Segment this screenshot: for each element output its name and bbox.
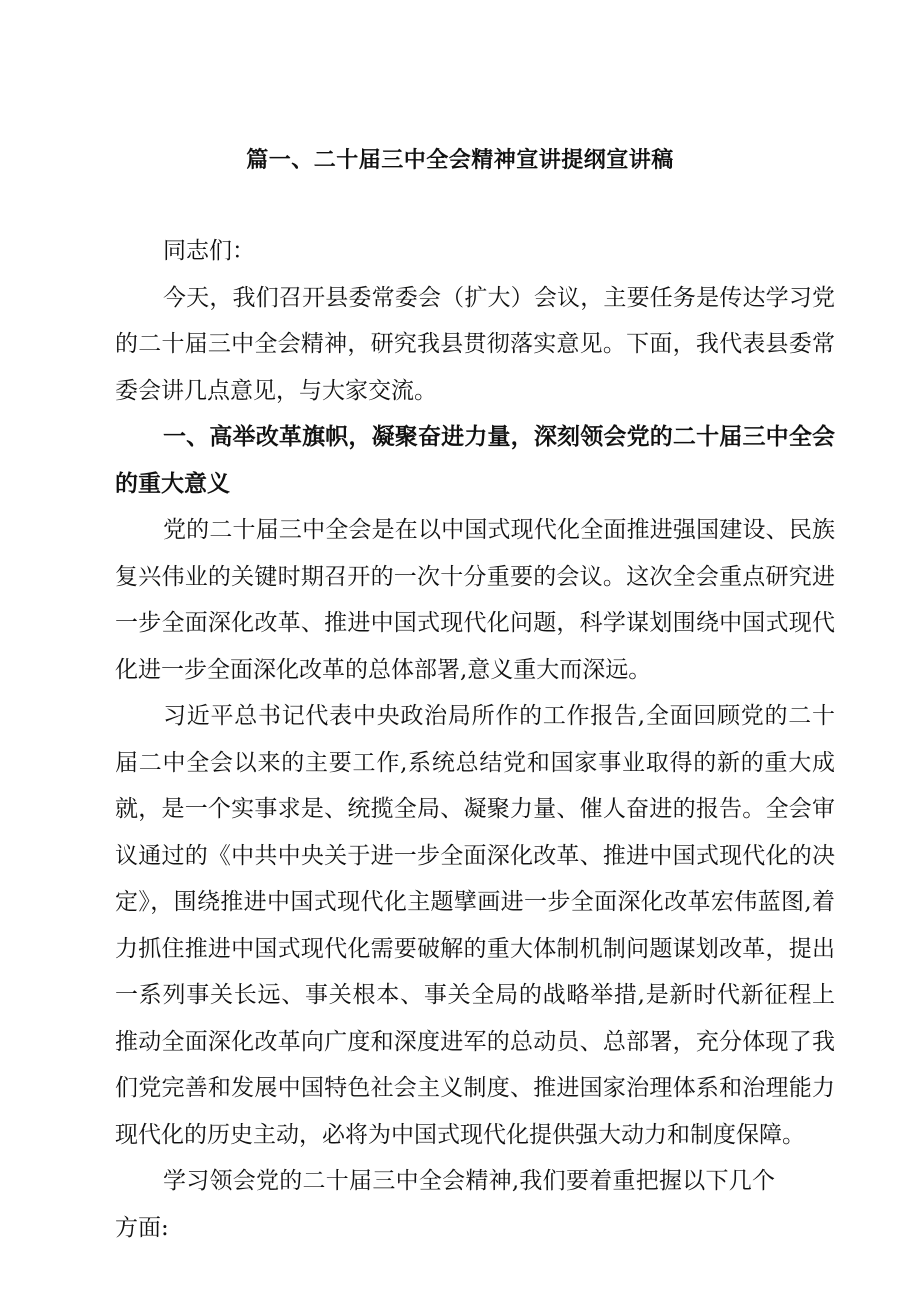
- body-paragraph: 学习领会党的二十届三中全会精神,我们要着重把握以下几个方面:: [115, 1168, 775, 1241]
- section-heading: 一、高举改革旗帜，凝聚奋进力量，深刻领会党的二十届三中全会的重大意义: [115, 423, 835, 497]
- document-body: [115, 228, 835, 1251]
- intro-paragraph: 今天，我们召开县委常委会（扩大）会议，主要任务是传达学习党的二十届三中全会精神，研究我县贯彻落实意见。下面，我代表县委常委会讲几点意见，与大家交流。: [115, 284, 835, 404]
- body-paragraph: 习近平总书记代表中央政治局所作的工作报告,全面回顾党的二十届二中全会以来的主要工作,系统总结党和国家事业取得的新的重大成就，是一个实事求是、统揽全局、凝聚力量、催人奋进的报告。全会审议通过的《中共中央关于进一步全面深化改革、推进中国式现代化的决定》，围绕推进中国式现代化主题擘画进一步全面深化改革宏伟蓝图,着力抓住推进中国式现代化需要破解的重大体制机制问题谋划改革，提出一系列事关长远、事关根本、事关全局的战略举措,是新时代新征程上推动全面深化改革向广度和深度进军的总动员、总部署，充分体现了我们党完善和发展中国特色社会主义制度、推进国家治理体系和治理能力现代化的历史主动，必将为中国式现代化提供强大动力和制度保障。: [115, 703, 835, 1148]
- salutation-paragraph: 同志们：: [163, 238, 255, 264]
- body-paragraph: 党的二十届三中全会是在以中国式现代化全面推进强国建设、民族复兴伟业的关键时期召开的一次十分重要的会议。这次全会重点研究进一步全面深化改革、推进中国式现代化问题，科学谋划围绕中国式现代化进一步全面深化改革的总体部署,意义重大而深远。: [115, 517, 835, 683]
- document-title: 篇一、二十届三中全会精神宣讲提纲宣讲稿: [246, 147, 674, 173]
